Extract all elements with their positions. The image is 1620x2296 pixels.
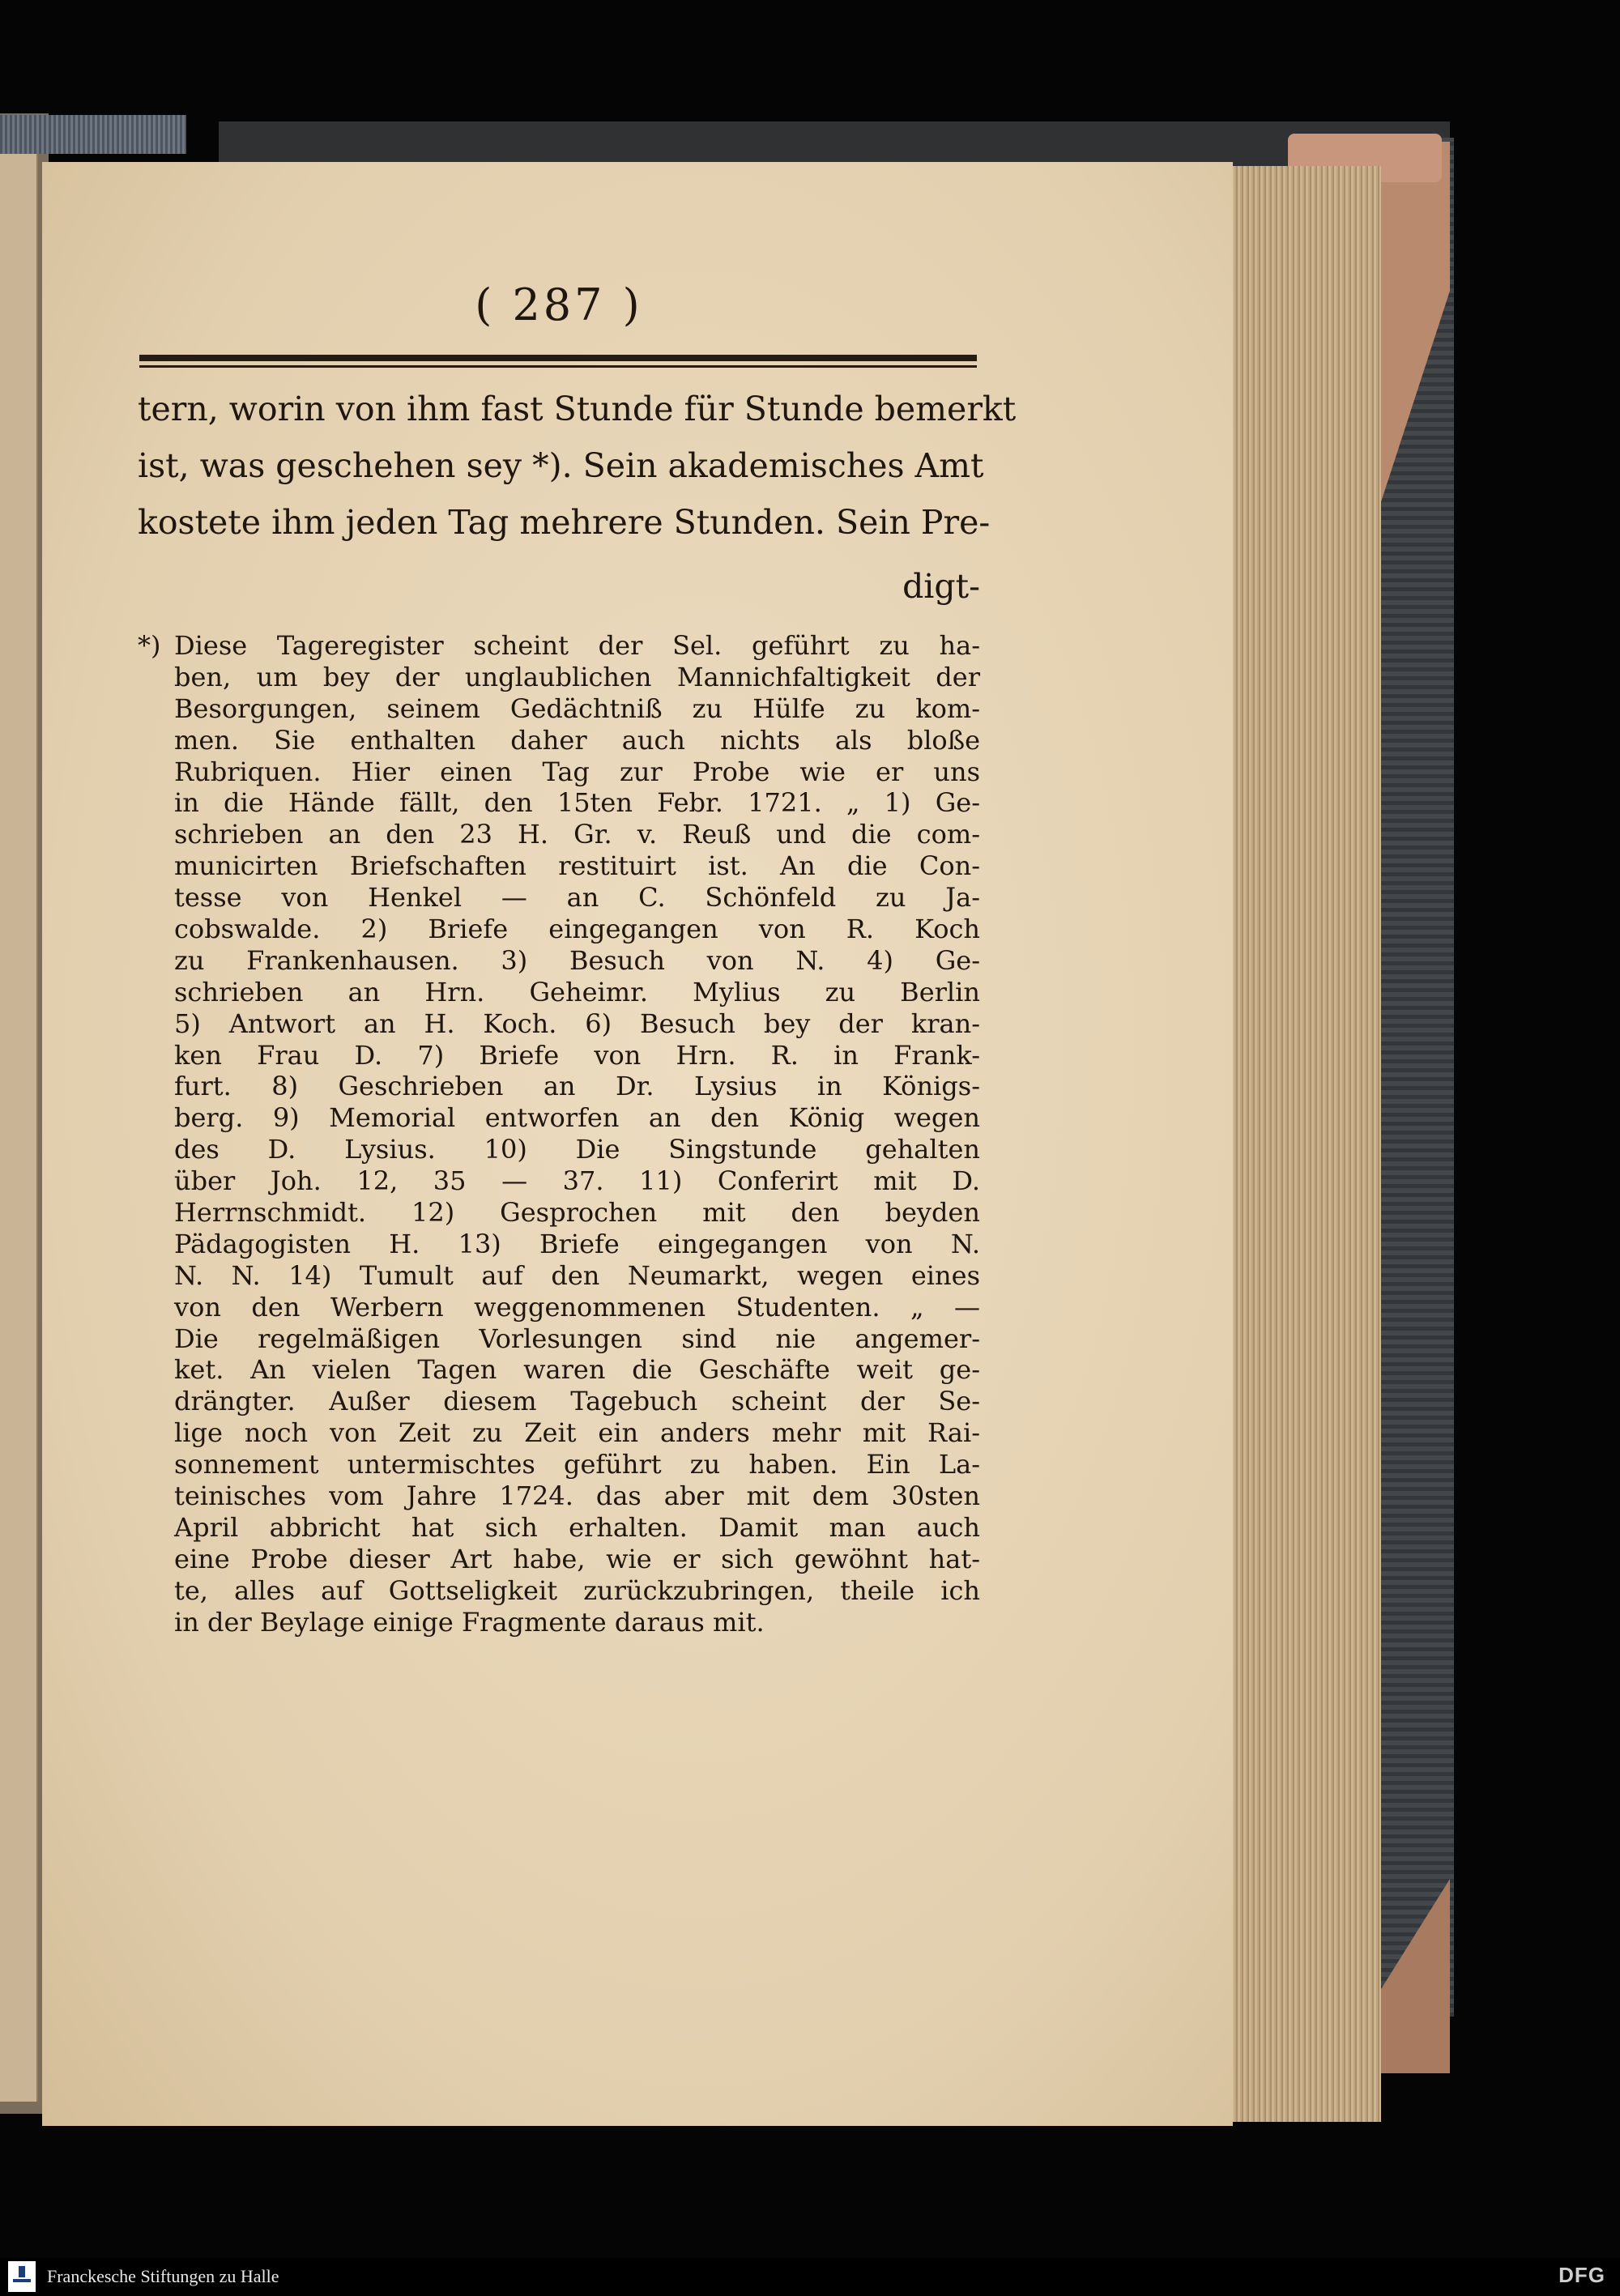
footnote-line: te, alles auf Gottseligkeit zurückzubringen, theile ich (174, 1574, 980, 1606)
footnote-line: tesse von Henkel — an C. Schönfeld zu Ja- (174, 882, 980, 914)
footnote-line: Rubriquen. Hier einen Tag zur Probe wie er uns (174, 756, 980, 787)
catchword: digt- (902, 567, 980, 606)
footnote-line: berg. 9) Memorial entworfen an den König wegen (174, 1102, 980, 1134)
footnote-line: N. N. 14) Tumult auf den Neumarkt, wegen eines (174, 1259, 980, 1291)
footnote-mark: *) (138, 630, 161, 661)
footnote-line: sonnement untermischtes geführt zu haben. Ein La- (174, 1449, 980, 1480)
page-edge-stack (1219, 166, 1381, 2122)
footnote-line: des D. Lysius. 10) Die Singstunde gehalten (174, 1134, 980, 1165)
footnote-line: men. Sie enthalten daher auch nichts als bloße (174, 724, 980, 756)
footnote-line: Besorgungen, seinem Gedächtniß zu Hülfe zu kom- (174, 692, 980, 724)
footnote-line: teinisches vom Jahre 1724. das aber mit dem 30sten (174, 1480, 980, 1512)
francke-logo-icon (8, 2261, 36, 2292)
dfg-logo: DFG (1558, 2263, 1605, 2287)
footnote-line: von den Werbern weggenommenen Studenten. „ — (174, 1291, 980, 1323)
footnote-line: schrieben an Hrn. Geheimr. Mylius zu Berlin (174, 976, 980, 1007)
footnote-line: in die Hände fällt, den 15ten Febr. 1721. „ 1) Ge- (174, 787, 980, 819)
footnote-line: lige noch von Zeit zu Zeit ein anders mehr mit Rai- (174, 1417, 980, 1449)
footnote-line: schrieben an den 23 H. Gr. v. Reuß und die com- (174, 819, 980, 850)
page-number: ( 287 ) (475, 279, 643, 330)
body-line: ist, was geschehen sey *). Sein akademisches Amt (138, 446, 984, 485)
body-line: tern, worin von ihm fast Stunde für Stunde bemerkt (138, 390, 1017, 428)
spine-band (0, 115, 186, 154)
footnote-line: Die regelmäßigen Vorlesungen sind nie angemer- (174, 1323, 980, 1354)
footnote-line: April abbricht hat sich erhalten. Damit man auch (174, 1511, 980, 1543)
footnote-line: eine Probe dieser Art habe, wie er sich gewöhnt hat- (174, 1543, 980, 1574)
left-page-edge (0, 142, 38, 2102)
footnote-line: 5) Antwort an H. Koch. 6) Besuch bey der kran- (174, 1007, 980, 1039)
footnote-line: ken Frau D. 7) Briefe von Hrn. R. in Frank- (174, 1039, 980, 1071)
footnote (174, 630, 980, 1638)
footnote-line: in der Beylage einige Fragmente daraus mit. (174, 1606, 765, 1638)
body-text (138, 381, 1017, 551)
footnote-line: cobswalde. 2) Briefe eingegangen von R. Koch (174, 914, 980, 945)
footnote-line: zu Frankenhausen. 3) Besuch von N. 4) Ge- (174, 944, 980, 976)
footnote-line: municirten Briefschaften restituirt ist. An die Con- (174, 850, 980, 882)
footnote-line: Diese Tageregister scheint der Sel. geführt zu ha- (174, 630, 980, 661)
footnote-line: furt. 8) Geschrieben an Dr. Lysius in Königs- (174, 1071, 980, 1102)
footnote-line: Herrnschmidt. 12) Gesprochen mit den beyden (174, 1197, 980, 1229)
footnote-line: ket. An vielen Tagen waren die Geschäfte weit ge- (174, 1354, 980, 1386)
footnote-line: ben, um bey der unglaublichen Mannichfaltigkeit der (174, 661, 980, 692)
body-line: kostete ihm jeden Tag mehrere Stunden. Sein Pre- (138, 503, 991, 542)
footnote-line: drängter. Außer diesem Tagebuch scheint der Se- (174, 1386, 980, 1417)
footnote-line: Pädagogisten H. 13) Briefe eingegangen von N. (174, 1228, 980, 1259)
institution-label: Franckesche Stiftungen zu Halle (47, 2266, 279, 2286)
header-rule (139, 355, 977, 373)
footnote-line: über Joh. 12, 35 — 37. 11) Conferirt mit D. (174, 1165, 980, 1197)
